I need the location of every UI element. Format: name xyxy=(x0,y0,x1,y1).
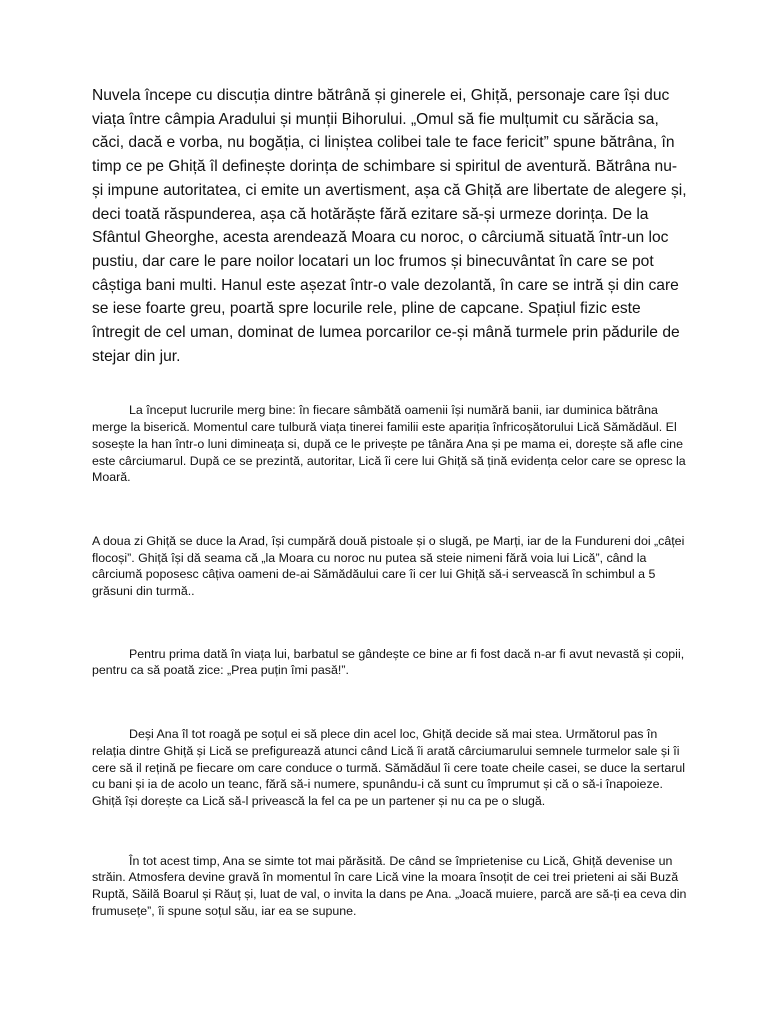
intro-paragraph: Nuvela începe cu discuția dintre bătrână și ginerele ei, Ghiță, personaje care își duc viața între câmpia Aradului și munții Bihorului. „Omul să fie mulțumit cu sărăcia sa, căci, dacă e vorba, nu bogăția, ci liniștea colibei tale te face fericit” spune bătrâna, în timp ce pe Ghiță îl definește dorința de schimbare si spiritul de aventură. Bătrâna nu-și impune autoritatea, ci emite un avertisment, așa că Ghiță are libertate de alegere și, deci toată răspunderea, așa că hotărăște fără ezitare să-și urmeze dorința. De la Sfântul Gheorghe, acesta arendează Moara cu noroc, o cârciumă situată într-un loc pustiu, dar care le pare noilor locatari un loc frumos și binecuvântat în care se pot câștiga bani multi. Hanul este așezat într-o vale dezolantă, în care se intră și din care se iese foarte greu, poartă spre locurile rele, pline de capcane. Spațiul fizic este întregit de cel uman, dominat de lumea porcarilor ce-și mână turmele prin pădurile de stejar din jur. xyxy=(92,87,687,365)
body-paragraph: La început lucrurile merg bine: în fiecare sâmbătă oamenii își numără banii, iar duminica bătrâna merge la biserică. Momentul care tulbură viața tinerei familii este apariția înfricoșătorului Lică Sămădăul. El sosește la han într-o luni dimineața si, după ce le privește pe tânăra Ana și pe mama ei, dorește să afle cine este cârciumarul. După ce se prezintă, autoritar, Lică îi cere lui Ghiță să țină evidența celor care se opresc la Moară. xyxy=(92,403,686,485)
body-paragraph: Deși Ana îl tot roagă pe soțul ei să plece din acel loc, Ghiță decide să mai stea. Următorul pas în relația dintre Ghiță și Lică se prefigurează atunci când Lică îi arată cârciumarului semnele turmelor sale și îi cere să il rețină pe fiecare om care conduce o turmă. Sămădăul îi cere toate cheile casei, se duce la sertarul cu bani și ia de acolo un teanc, fără să-i numere, spunându-i că sunt cu împrumut și că o să-i înapoieze. Ghiță își dorește ca Lică să-l privească la fel ca pe un partener și nu ca pe o slugă. xyxy=(92,727,685,808)
body-paragraph: Pentru prima dată în viața lui, barbatul se gândește ce bine ar fi fost dacă n-ar fi avut nevastă și copii, pentru ca să poată zice: „Prea puțin îmi pasă!”. xyxy=(92,646,685,678)
body-paragraph: În tot acest timp, Ana se simte tot mai părăsită. De când se împrietenise cu Lică, Ghiță devenise un străin. Atmosfera devine gravă în momentul în care Lică vine la moara însoțit de cei trei prieteni ai săi Buză Ruptă, Săilă Boarul și Răuț și, luat de val, o invita la dans pe Ana. „Joacă muiere, parcă are să-ți ea ceva din frumusețe”, îi spune soțul său, iar ea se supune. xyxy=(92,853,687,918)
body-paragraph: A doua zi Ghiță se duce la Arad, își cumpără două pistoale și o slugă, pe Marți, iar de la Fundureni doi „câței flocoși”. Ghiță își dă seama că „la Moara cu noroc nu putea să steie nimeni fără voia lui Lică”, când la cârciumă poposesc câțiva oameni de-ai Sămădăului care îi cer lui Ghiță să-i servească în schimbul a 5 grăsuni din turmă.. xyxy=(92,533,685,599)
document-page xyxy=(92,84,688,967)
